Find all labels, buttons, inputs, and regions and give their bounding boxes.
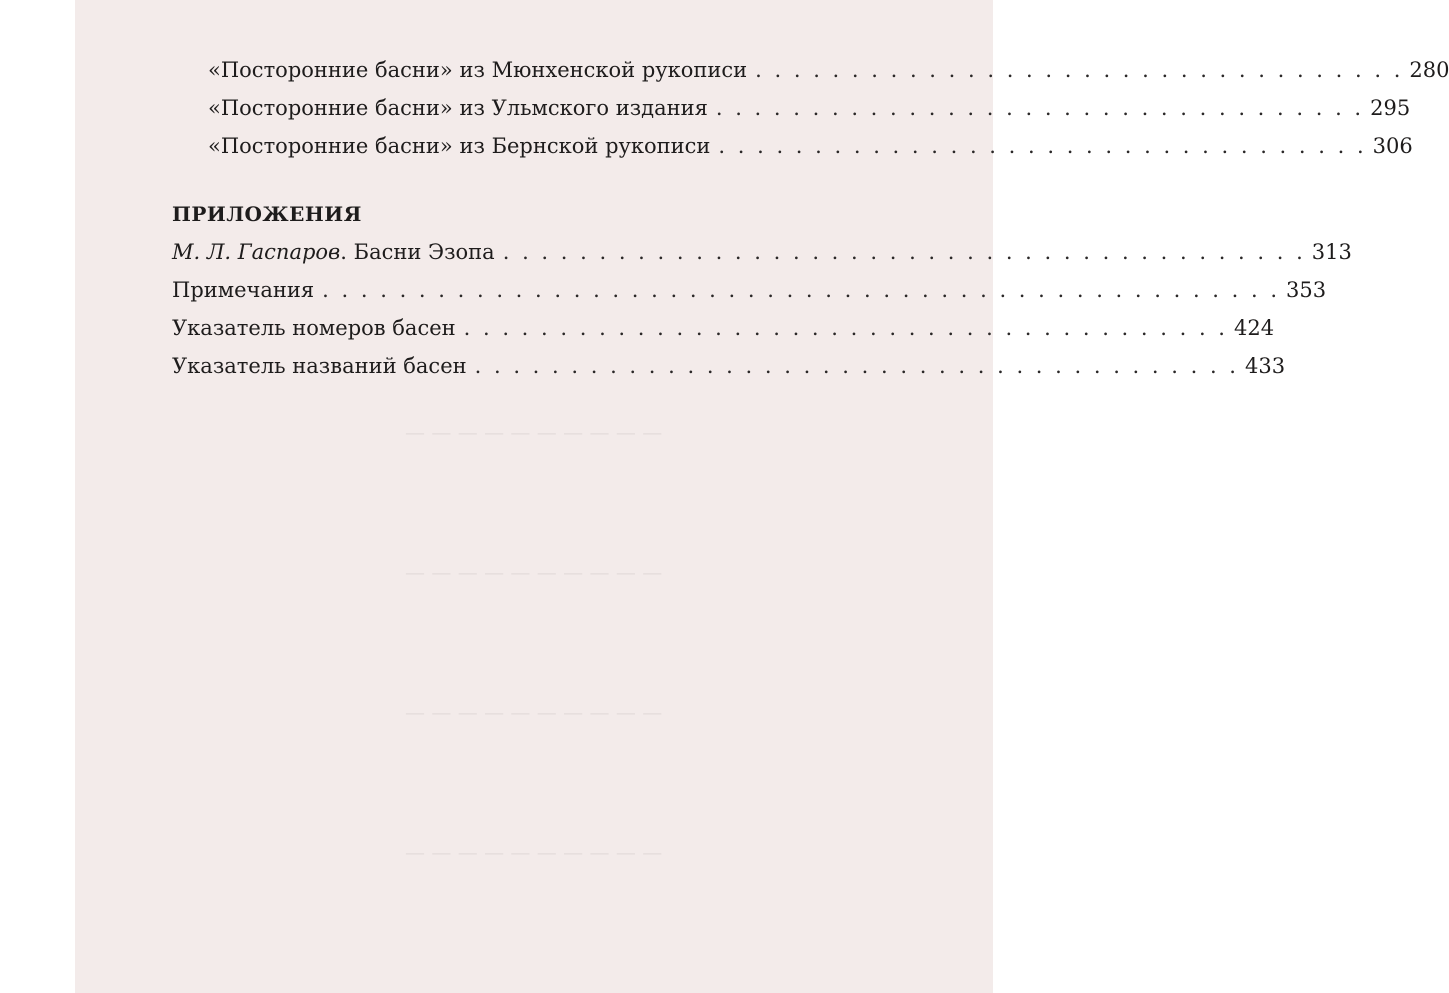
toc-entry: [208, 132, 1413, 160]
toc-leader-dots: . . . . . . . . . . . . . . . . . . . . . . . . . . . . . . . . . .: [755, 58, 1404, 82]
toc-entry-title-text: Басни Эзопа: [353, 240, 495, 264]
toc-leader-dots: . . . . . . . . . . . . . . . . . . . . . . . . . . . . . . . . . . . . . . . . . . . . . . . . . .: [322, 278, 1281, 302]
toc-entry-page: 306: [1372, 134, 1413, 158]
toc-entry: [172, 276, 1327, 304]
bleed-through-text: — — — — — — — — — —: [405, 420, 663, 444]
toc-entry-title: «Посторонние басни» из Мюнхенской рукописи: [208, 58, 748, 82]
toc-entry-page: 353: [1286, 278, 1327, 302]
toc-entry: [172, 352, 1286, 380]
toc-entry: [208, 94, 1411, 122]
bleed-through-text: — — — — — — — — — —: [405, 840, 663, 864]
toc-leader-dots: . . . . . . . . . . . . . . . . . . . . . . . . . . . . . . . . . . . . . . . . . .: [502, 240, 1306, 264]
toc-entry-title: Указатель названий басен: [172, 354, 467, 378]
toc-entry-title: «Посторонние басни» из Бернской рукописи: [208, 134, 711, 158]
toc-entry: [172, 314, 1275, 342]
bleed-through-text: — — — — — — — — — —: [405, 560, 663, 584]
toc-leader-dots: . . . . . . . . . . . . . . . . . . . . . . . . . . . . . . . . . .: [715, 96, 1365, 120]
toc-entry-title: М. Л. Гаспаров. Басни Эзопа: [172, 240, 495, 264]
toc-entry-title: Примечания: [172, 278, 315, 302]
toc-leader-dots: . . . . . . . . . . . . . . . . . . . . . . . . . . . . . . . . . . . . . . . .: [463, 316, 1228, 340]
toc-entry: [172, 238, 1352, 266]
toc-entry-page: 424: [1233, 316, 1275, 340]
toc-entry-title: Указатель номеров басен: [172, 316, 456, 340]
toc-entry-author: М. Л. Гаспаров: [172, 240, 341, 264]
book-page: [75, 0, 1449, 993]
toc-entry: [208, 56, 1449, 84]
toc-entry-page: 433: [1244, 354, 1286, 378]
toc-leader-dots: . . . . . . . . . . . . . . . . . . . . . . . . . . . . . . . . . . . . . . . .: [474, 354, 1239, 378]
appendix-heading: ПРИЛОЖЕНИЯ: [172, 202, 362, 226]
toc-entry-title: «Посторонние басни» из Ульмского издания: [208, 96, 708, 120]
toc-entry-page: 313: [1311, 240, 1352, 264]
bleed-through-text: — — — — — — — — — —: [405, 700, 663, 724]
toc-leader-dots: . . . . . . . . . . . . . . . . . . . . . . . . . . . . . . . . . .: [718, 134, 1367, 158]
toc-entry-page: 280: [1409, 58, 1449, 82]
toc-entry-page: 295: [1370, 96, 1411, 120]
